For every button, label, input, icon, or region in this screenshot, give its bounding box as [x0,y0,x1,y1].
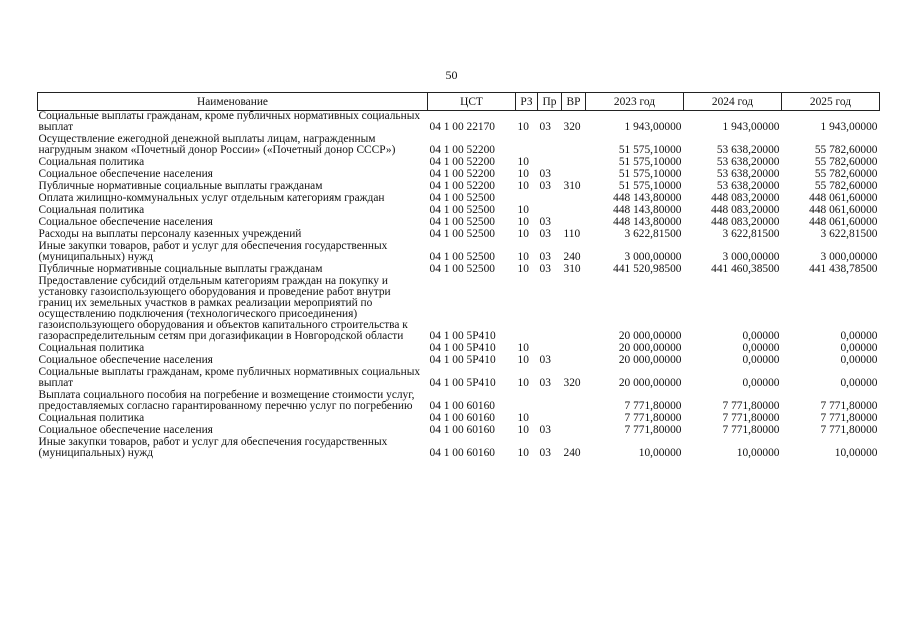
cell-vr [562,413,586,425]
page-number: 50 [445,68,458,82]
cell-2025: 3 000,00000 [820,251,878,263]
cell-name: Публичные нормативные социальные выплаты гражданам [38,263,323,275]
cell-pr: 03 [539,377,551,389]
cell-2024: 0,00000 [742,354,780,366]
cell-2023: 448 143,80000 [613,216,682,228]
header-rz: РЗ [516,93,538,111]
table-body [38,111,880,461]
cell-2024: 7 771,80000 [722,412,780,424]
cell-rz: 10 [517,412,529,424]
header-pr: Пр [538,93,562,111]
cell-2023: 448 143,80000 [613,192,682,204]
cell-pr [538,193,562,205]
table-header-row [38,93,880,111]
cell-name: Социальная политика [38,156,145,168]
cell-2023: 51 575,10000 [618,144,682,156]
cell-2025: 55 782,60000 [814,180,878,192]
cell-pr: 03 [539,251,551,263]
header-cst: ЦСТ [428,93,516,111]
table-row [38,111,880,135]
cell-rz: 10 [517,180,529,192]
cell-2024: 7 771,80000 [722,400,780,412]
cell-vr: 310 [563,263,581,275]
cell-2025: 0,00000 [840,330,878,342]
cell-pr [538,276,562,343]
header-2023: 2023 год [586,93,684,111]
cell-name: Социальное обеспечение населения [38,216,213,228]
cell-2023: 51 575,10000 [618,180,682,192]
cell-vr [562,355,586,367]
cell-name: Расходы на выплаты персоналу казенных учреждений [38,228,302,240]
cell-2024: 53 638,20000 [716,156,780,168]
cell-2025: 0,00000 [840,354,878,366]
cell-cst: 04 1 00 5P410 [429,377,496,389]
cell-2023: 20 000,00000 [618,330,682,342]
cell-pr: 03 [539,168,551,180]
cell-name: Предоставление субсидий отдельным категориям граждан на покупку и установку газоиспользующего оборудования и проведение работ внутри границ их земельных участков в рамках реализации мероприятий по осуществлению подключения (технологического присоединения) газоиспользующего оборудования и объектов капитального строительства к газораспределительным сетям при догазификации в Новгородской области [38,275,408,342]
cell-vr [562,276,586,343]
cell-name: Социальная политика [38,204,145,216]
cell-vr [562,343,586,355]
cell-2023: 441 520,98500 [613,263,682,275]
cell-pr: 03 [539,180,551,192]
cell-2023: 3 000,00000 [624,251,682,263]
cell-rz: 10 [517,228,529,240]
cell-2023: 3 622,81500 [624,228,682,240]
cell-cst: 04 1 00 52500 [429,228,495,240]
cell-pr: 03 [539,263,551,275]
cell-vr: 320 [563,121,581,133]
cell-2024: 7 771,80000 [722,424,780,436]
cell-name: Осуществление ежегодной денежной выплаты лицам, награжденным нагрудным знаком «Почетный донор России» («Почетный донор СССР») [38,133,396,156]
cell-name: Социальные выплаты гражданам, кроме публичных нормативных социальных выплат [38,110,421,133]
cell-rz: 10 [517,156,529,168]
cell-name: Социальные выплаты гражданам, кроме публичных нормативных социальных выплат [38,366,421,389]
cell-rz [516,276,538,343]
cell-name: Иные закупки товаров, работ и услуг для обеспечения государственных (муниципальных) нужд [38,240,388,263]
cell-cst: 04 1 00 60160 [429,400,495,412]
cell-name: Иные закупки товаров, работ и услуг для обеспечения государственных (муниципальных) нужд [38,436,388,459]
cell-2025: 0,00000 [840,377,878,389]
cell-2024: 0,00000 [742,342,780,354]
cell-2025: 448 061,60000 [809,204,878,216]
cell-rz: 10 [517,424,529,436]
cell-cst: 04 1 00 5P410 [429,330,496,342]
cell-rz: 10 [517,354,529,366]
table-row [38,134,880,157]
cell-2024: 0,00000 [742,330,780,342]
table-row [38,390,880,413]
cell-2023: 448 143,80000 [613,204,682,216]
cell-2023: 7 771,80000 [624,400,682,412]
cell-pr: 03 [539,228,551,240]
cell-rz: 10 [517,121,529,133]
header-2024: 2024 год [684,93,782,111]
cell-name: Социальное обеспечение населения [38,168,213,180]
cell-2024: 448 083,20000 [711,204,780,216]
cell-rz: 10 [517,204,529,216]
cell-cst: 04 1 00 52500 [429,263,495,275]
cell-2024: 53 638,20000 [716,180,780,192]
cell-pr: 03 [539,447,551,459]
cell-2025: 441 438,78500 [809,263,878,275]
cell-vr: 240 [563,251,581,263]
cell-cst: 04 1 00 52500 [429,204,495,216]
table-row [38,437,880,460]
cell-2024: 1 943,00000 [722,121,780,133]
cell-2024: 53 638,20000 [716,168,780,180]
cell-2025: 55 782,60000 [814,144,878,156]
cell-cst: 04 1 00 5P410 [429,354,496,366]
cell-pr: 03 [539,424,551,436]
table-row [38,276,880,343]
cell-2025: 10,00000 [834,447,878,459]
table-row [38,241,880,264]
cell-pr: 03 [539,354,551,366]
cell-2023: 51 575,10000 [618,156,682,168]
cell-2025: 0,00000 [840,342,878,354]
cell-2025: 7 771,80000 [820,400,878,412]
cell-2025: 1 943,00000 [820,121,878,133]
cell-cst: 04 1 00 5P410 [429,342,496,354]
header-vr: ВР [562,93,586,111]
cell-2024: 10,00000 [736,447,780,459]
cell-cst: 04 1 00 52500 [429,216,495,228]
cell-2024: 448 083,20000 [711,216,780,228]
cell-2024: 448 083,20000 [711,192,780,204]
cell-rz: 10 [517,263,529,275]
cell-2024: 3 000,00000 [722,251,780,263]
cell-2025: 448 061,60000 [809,192,878,204]
cell-2023: 20 000,00000 [618,377,682,389]
cell-rz: 10 [517,251,529,263]
header-2025: 2025 год [782,93,880,111]
cell-name: Социальное обеспечение населения [38,354,213,366]
cell-2025: 55 782,60000 [814,168,878,180]
cell-2023: 51 575,10000 [618,168,682,180]
cell-name: Выплата социального пособия на погребение и возмещение стоимости услуг, предоставляемых согласно гарантированному перечню услуг по погребению [38,389,415,412]
cell-cst: 04 1 00 52500 [429,251,495,263]
cell-vr [562,390,586,413]
cell-cst: 04 1 00 60160 [429,424,495,436]
cell-2025: 7 771,80000 [820,412,878,424]
cell-cst: 04 1 00 52200 [429,156,495,168]
cell-cst: 04 1 00 22170 [429,121,495,133]
cell-rz: 10 [517,447,529,459]
cell-vr [562,193,586,205]
table-row [38,367,880,390]
cell-2023: 7 771,80000 [624,412,682,424]
cell-pr: 03 [539,216,551,228]
cell-2023: 7 771,80000 [624,424,682,436]
cell-2023: 1 943,00000 [624,121,682,133]
cell-cst: 04 1 00 52500 [429,192,495,204]
cell-vr [562,134,586,157]
cell-name: Оплата жилищно-коммунальных услуг отдельным категориям граждан [38,192,385,204]
cell-pr [538,390,562,413]
cell-2025: 7 771,80000 [820,424,878,436]
cell-2025: 448 061,60000 [809,216,878,228]
cell-name: Публичные нормативные социальные выплаты гражданам [38,180,323,192]
cell-vr: 310 [563,180,581,192]
cell-rz: 10 [517,168,529,180]
cell-cst: 04 1 00 60160 [429,412,495,424]
cell-rz: 10 [517,377,529,389]
cell-2024: 0,00000 [742,377,780,389]
cell-2023: 10,00000 [638,447,682,459]
budget-table [37,92,880,460]
cell-name: Социальная политика [38,412,145,424]
cell-cst: 04 1 00 52200 [429,168,495,180]
cell-rz: 10 [517,216,529,228]
cell-rz [516,390,538,413]
cell-vr: 110 [563,228,581,240]
cell-2024: 3 622,81500 [722,228,780,240]
cell-2024: 441 460,38500 [711,263,780,275]
cell-cst: 04 1 00 60160 [429,447,495,459]
cell-cst: 04 1 00 52200 [429,180,495,192]
cell-vr [562,157,586,169]
cell-pr [538,134,562,157]
cell-2023: 20 000,00000 [618,342,682,354]
cell-vr [562,425,586,437]
cell-rz: 10 [517,342,529,354]
cell-vr [562,205,586,217]
cell-name: Социальная политика [38,342,145,354]
cell-pr: 03 [539,121,551,133]
cell-2025: 3 622,81500 [820,228,878,240]
cell-rz [516,134,538,157]
cell-cst: 04 1 00 52200 [429,144,495,156]
cell-2024: 53 638,20000 [716,144,780,156]
cell-name: Социальное обеспечение населения [38,424,213,436]
cell-vr: 240 [563,447,581,459]
cell-vr: 320 [563,377,581,389]
header-name: Наименование [38,93,428,111]
cell-2025: 55 782,60000 [814,156,878,168]
cell-2023: 20 000,00000 [618,354,682,366]
